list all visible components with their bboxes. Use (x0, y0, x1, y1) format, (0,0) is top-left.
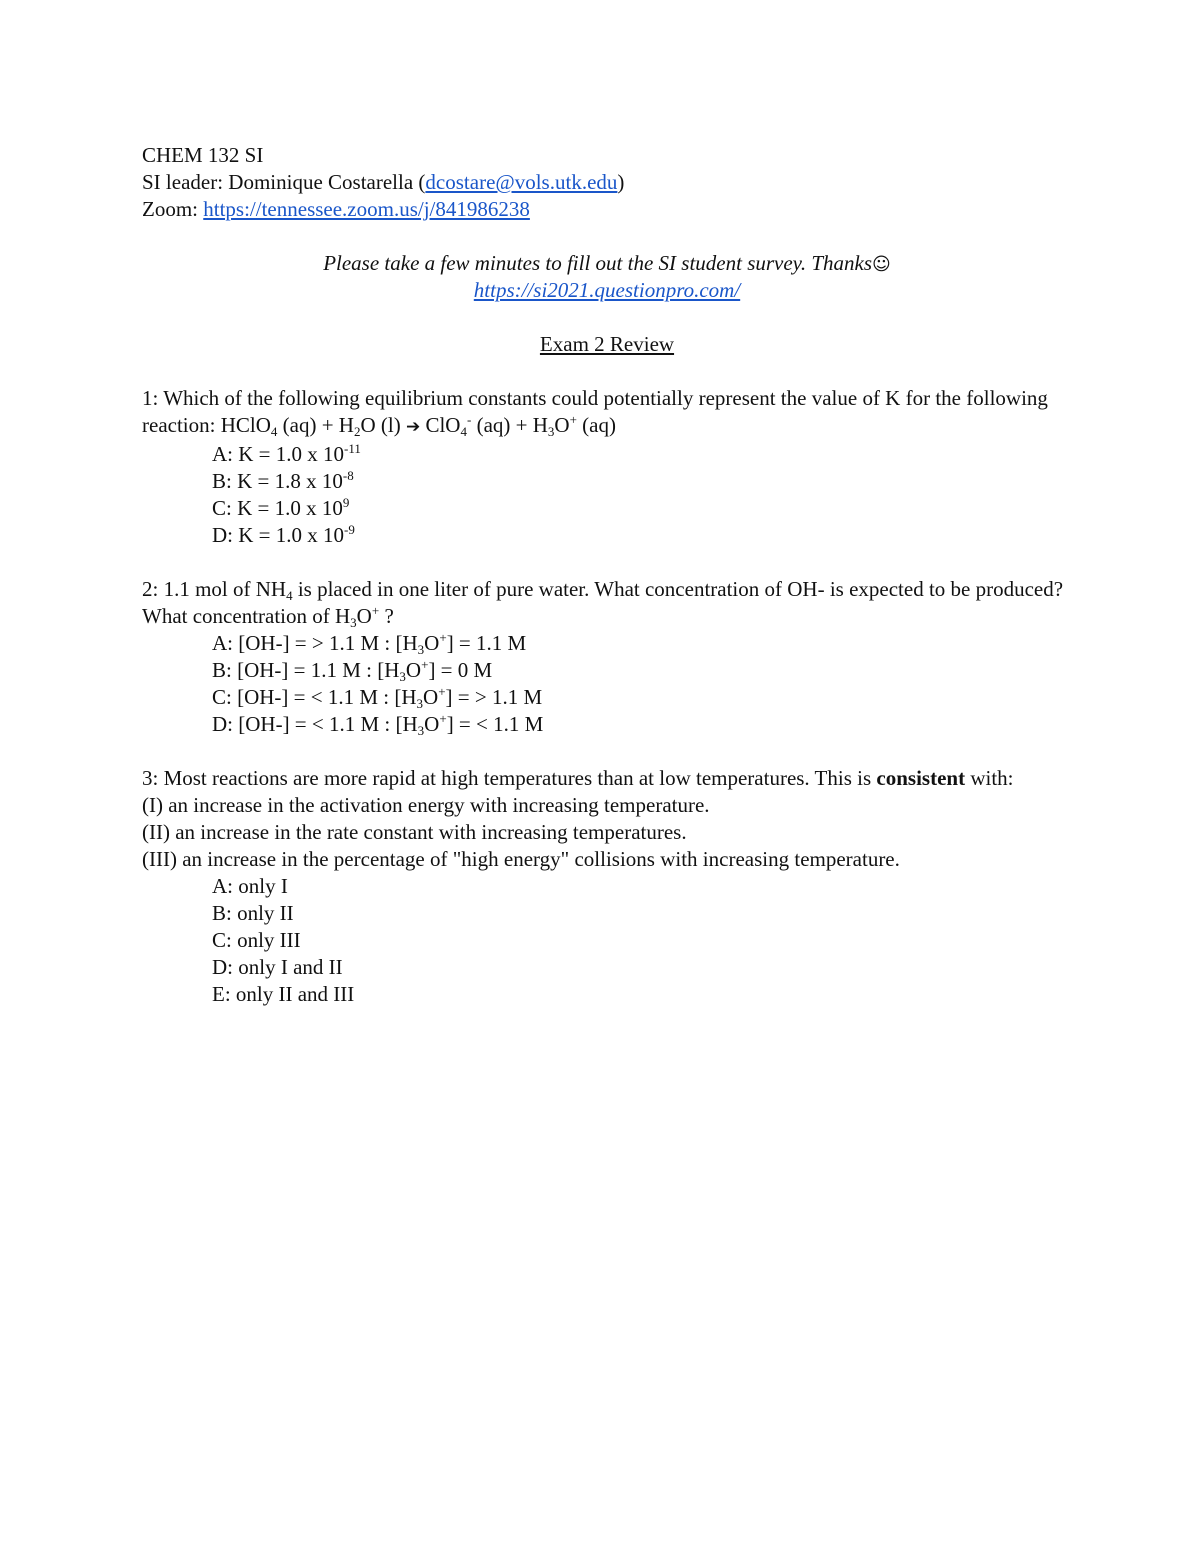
subscript: 3 (547, 424, 555, 439)
q3-option-d: D: only I and II (212, 955, 343, 979)
question-2-text: ? (379, 604, 394, 628)
q1-option-a: A: K = 1.0 x $10^{-11}$ (212, 441, 361, 466)
si-leader-suffix: ) (617, 170, 625, 194)
question-1-text: ClO (420, 413, 461, 437)
subscript: 4 (460, 424, 467, 439)
q3-statement-1: (I) an increase in the activation energy with increasing temperature. (142, 793, 710, 817)
zoom-label: Zoom: (142, 197, 204, 221)
q3-option-b: B: only II (212, 901, 294, 925)
q1-option-b: B: K = 1.8 x $10^{-8}$ (212, 468, 354, 493)
si-leader-line (142, 169, 1072, 196)
question-2-text: O (356, 604, 372, 628)
leader-email-link[interactable]: dcostare@vols.utk.edu (425, 170, 618, 194)
question-2-text: 2: 1.1 mol of NH (142, 577, 287, 601)
superscript: + (569, 412, 577, 427)
q1-option-c: C: K = 1.0 x $10^9$ (212, 495, 350, 520)
course-title: CHEM 132 SI (142, 143, 264, 167)
subscript: 4 (270, 424, 278, 439)
q3-option-e: E: only II and III (212, 982, 355, 1006)
superscript: + (371, 603, 380, 618)
reaction-arrow-icon: ➔ (405, 417, 421, 437)
smiley-icon: ☺ (872, 254, 891, 275)
survey-text: Please take a few minutes to fill out the SI student survey. Thanks (323, 251, 873, 275)
question-3-text: with: (965, 766, 1014, 790)
q2-option-b: B: [OH-] = 1.1 M : $[H_3O^+] = 0$ M (212, 657, 493, 684)
question-1-text: (aq) (576, 413, 616, 437)
question-1-text: (aq) + H (277, 413, 354, 437)
question-1-text: O (554, 413, 570, 437)
q3-statement-2: (II) an increase in the rate constant with increasing temperatures. (142, 820, 687, 844)
q1-option-d: D: K = 1.0 x $10^{-9}$ (212, 522, 355, 547)
subscript: 2 (353, 424, 361, 439)
survey-link-line (142, 277, 1072, 304)
question-1-text: O (l) (360, 413, 406, 437)
q3-option-a: A: only I (212, 874, 288, 898)
si-leader-text: SI leader: Dominique Costarella ( (142, 170, 426, 194)
q3-option-c: C: only III (212, 928, 301, 952)
q2-option-a: A: [OH-] = > 1.1 M : $[H_3O^+] = 1.1$ M (212, 630, 527, 657)
survey-request (142, 250, 1072, 277)
question-1 (142, 385, 1072, 441)
subscript: 3 (350, 615, 357, 630)
q3-statement-3: (III) an increase in the percentage of "high energy" collisions with increasing temperature. (142, 847, 900, 871)
question-3-text: 3: Most reactions are more rapid at high temperatures than at low temperatures. This is (142, 766, 877, 790)
zoom-line (142, 196, 1072, 223)
survey-link[interactable]: https://si2021.questionpro.com/ (473, 278, 741, 302)
q2-option-c: C: [OH-] = < 1.1 M : $[H_3O^+]$ = > 1.1 M (212, 684, 543, 711)
question-1-text: 1: Which of the following equilibrium constants could potentially represent the value of K for the following reaction: HClO (142, 386, 1048, 437)
superscript: - (466, 412, 472, 427)
question-3 (142, 765, 1072, 792)
page-title: Exam 2 Review (539, 332, 675, 356)
document-page (142, 142, 1072, 1008)
q2-option-d: D: [OH-] = < 1.1 M : $[H_3O^+]$ = < 1.1 M (212, 711, 544, 738)
question-2-text: is placed in one liter of pure water. What concentration of OH- is expected to be produced? What concentration of H (142, 577, 1064, 628)
question-1-text: (aq) + H (471, 413, 548, 437)
question-3-emphasis: consistent (876, 766, 966, 790)
zoom-link[interactable]: https://tennessee.zoom.us/j/841986238 (203, 197, 530, 221)
question-2 (142, 576, 1072, 630)
subscript: 4 (286, 588, 293, 603)
